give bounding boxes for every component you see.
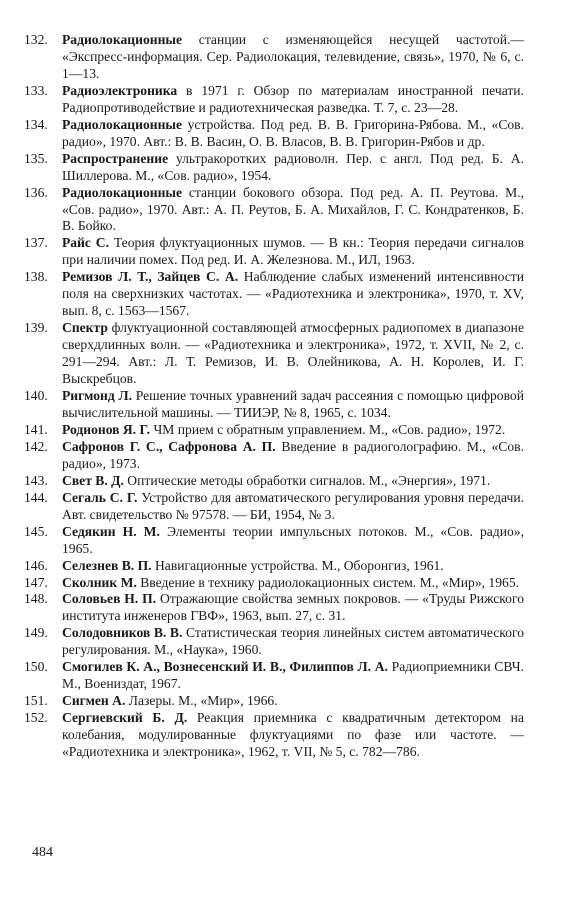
reference-number: 150. — [24, 659, 48, 675]
reference-body: Решение точных уравнений задач рассеяния с помощью цифровой вычислительной машины. — ТИИЭР, № 8, 1965, с. 1034. — [62, 388, 524, 420]
reference-body: Реакция приемника с квадратичным детектором на колебания, модулированные флуктуациями по фазе или частоте. — «Радиотехника и электроника», 1962, т. VII, № 5, с. 782—786. — [62, 710, 524, 760]
reference-number: 141. — [24, 421, 48, 437]
reference-body: ультракоротких радиоволн. Пер. с англ. Под ред. Б. А. Шиллерова. М., «Сов. радио», 1954. — [62, 150, 524, 183]
reference-body: Теория флуктуационных шумов. — В кн.: Теория передачи сигналов при наличии помех. Под ред. И. А. Железнова. М., ИЛ, 1963. — [62, 235, 524, 268]
reference-number: 133. — [24, 82, 48, 98]
reference-number: 145. — [24, 523, 48, 539]
reference-entry — [24, 591, 524, 625]
reference-head: Соловьев Н. П. — [62, 591, 157, 607]
reference-head: Радиолокационные — [62, 32, 183, 47]
reference-head: Райс С. — [62, 235, 110, 251]
reference-entry — [24, 439, 524, 473]
page-number: 484 — [32, 845, 53, 860]
reference-number: 152. — [24, 710, 48, 726]
reference-entry — [24, 490, 524, 524]
reference-body: Статистическая теория линейных систем автоматического регулирования. М., «Наука», 1960. — [62, 625, 524, 658]
reference-entry — [24, 235, 524, 269]
reference-head: Свет В. Д. — [62, 472, 124, 488]
reference-number: 137. — [24, 235, 48, 251]
reference-body: флуктуационной составляющей атмосферных радиопомех в диапазоне сверхдлинных волн. — «Радиотехника и электроника», 1972, т. XVII, № 2, с. 291—294. Авт.: Л. Т. Ремизов, И. В. Олейникова, А. Н. Королев, И. Г. Выскребцов. — [62, 320, 524, 387]
reference-number: 138. — [24, 269, 48, 285]
reference-head: Сафронов Г. С., Сафронова А. П. — [62, 438, 276, 454]
reference-head: Сергиевский Б. Д. — [62, 710, 188, 726]
reference-entry — [24, 185, 524, 236]
reference-number: 151. — [24, 693, 48, 709]
reference-entry — [24, 422, 524, 439]
reference-body: Введение в технику радиолокационных систем. М., «Мир», 1965. — [136, 574, 520, 590]
reference-body: Лазеры. М., «Мир», 1966. — [125, 693, 278, 709]
reference-body: в 1971 г. Обзор по материалам иностранной печати. Радиопротиводействие и радиотехническая разведка. Т. 7, с. 23—28. — [62, 82, 524, 115]
reference-number: 148. — [24, 591, 48, 607]
reference-number: 132. — [24, 32, 48, 47]
reference-number: 142. — [24, 438, 48, 454]
reference-body: Элементы теории импульсных потоков. М., «Сов. радио», 1965. — [62, 523, 524, 556]
reference-entry — [24, 558, 524, 575]
reference-head: Седякин Н. М. — [62, 523, 160, 539]
reference-entry — [24, 269, 524, 320]
reference-number: 134. — [24, 116, 48, 132]
reference-entry — [24, 575, 524, 592]
reference-entry — [24, 659, 524, 693]
reference-number: 139. — [24, 320, 48, 336]
reference-body: станции бокового обзора. Под ред. А. П. Реутова. М., «Сов. радио», 1970. Авт.: А. П. Реутов, Б. А. Михайлов, Г. С. Кондратенков, Б. В. Бойко. — [62, 184, 524, 234]
reference-head: Ремизов Л. Т., Зайцев С. А. — [62, 269, 239, 285]
reference-head: Сигмен А. — [62, 693, 126, 709]
reference-head: Сегаль С. Г. — [62, 489, 138, 505]
reference-entry — [24, 388, 524, 422]
reference-number: 149. — [24, 625, 48, 641]
reference-head: Солодовников В. В. — [62, 625, 183, 641]
reference-entry — [24, 117, 524, 151]
reference-head: Радиоэлектроника — [62, 82, 178, 98]
reference-entry — [24, 473, 524, 490]
reference-entry — [24, 524, 524, 558]
reference-head: Радиолокационные — [62, 184, 183, 200]
reference-number: 135. — [24, 150, 48, 166]
reference-number: 136. — [24, 184, 48, 200]
reference-body: станции с изменяющейся несущей частотой.— «Экспресс-информация. Сер. Радиолокация, телевидение, связь», 1970, № 6, с. 1—13. — [62, 32, 524, 81]
reference-number: 146. — [24, 557, 48, 573]
reference-body: Отражающие свойства земных покровов. — «Труды Рижского института инженеров ГВФ», 1963, вып. 27, с. 31. — [62, 591, 524, 624]
reference-entry — [24, 151, 524, 185]
reference-body: Устройство для автоматического регулирования уровня передачи. Авт. свидетельство № 97578. — БИ, 1954, № 3. — [62, 489, 524, 522]
reference-number: 147. — [24, 574, 48, 590]
reference-entry — [24, 320, 524, 388]
reference-head: Родионов Я. Г. — [62, 421, 151, 437]
reference-entry — [24, 625, 524, 659]
reference-body: ЧМ прием с обратным управлением. М., «Сов. радио», 1972. — [150, 421, 506, 437]
reference-body: Введение в радиоголографию. М., «Сов. радио», 1973. — [62, 438, 524, 471]
reference-body: Оптические методы обработки сигналов. М., «Энергия», 1971. — [123, 472, 491, 488]
reference-head: Распространение — [62, 150, 169, 166]
reference-body: Наблюдение слабых изменений интенсивности поля на сверхнизких частотах. — «Радиотехника и электроника», 1970, т. XV, вып. 8, с. 1563—1567. — [62, 269, 525, 319]
reference-entry — [24, 83, 524, 117]
reference-list — [24, 32, 524, 761]
reference-head: Радиолокационные — [62, 116, 183, 132]
reference-head: Смогилев К. А., Вознесенский И. В., Филиппов Л. А. — [62, 659, 388, 675]
reference-number: 144. — [24, 489, 48, 505]
reference-entry — [24, 32, 524, 83]
reference-head: Сколник М. — [62, 574, 137, 590]
reference-number: 143. — [24, 472, 48, 488]
reference-body: Радиоприемники СВЧ. М., Воениздат, 1967. — [62, 659, 524, 692]
reference-entry — [24, 710, 524, 761]
reference-head: Спектр — [62, 320, 108, 336]
reference-entry — [24, 693, 524, 710]
reference-number: 140. — [24, 388, 48, 404]
reference-body: Навигационные устройства. М., Оборонгиз, 1961. — [151, 557, 444, 573]
reference-body: устройства. Под ред. В. В. Григорина-Рябова. М., «Сов. радио», 1970. Авт.: В. В. Васин, О. В. Власов, В. В. Григорин-Рябов и др. — [62, 116, 524, 149]
reference-head: Ригмонд Л. — [62, 388, 132, 404]
reference-head: Селезнев В. П. — [62, 557, 152, 573]
